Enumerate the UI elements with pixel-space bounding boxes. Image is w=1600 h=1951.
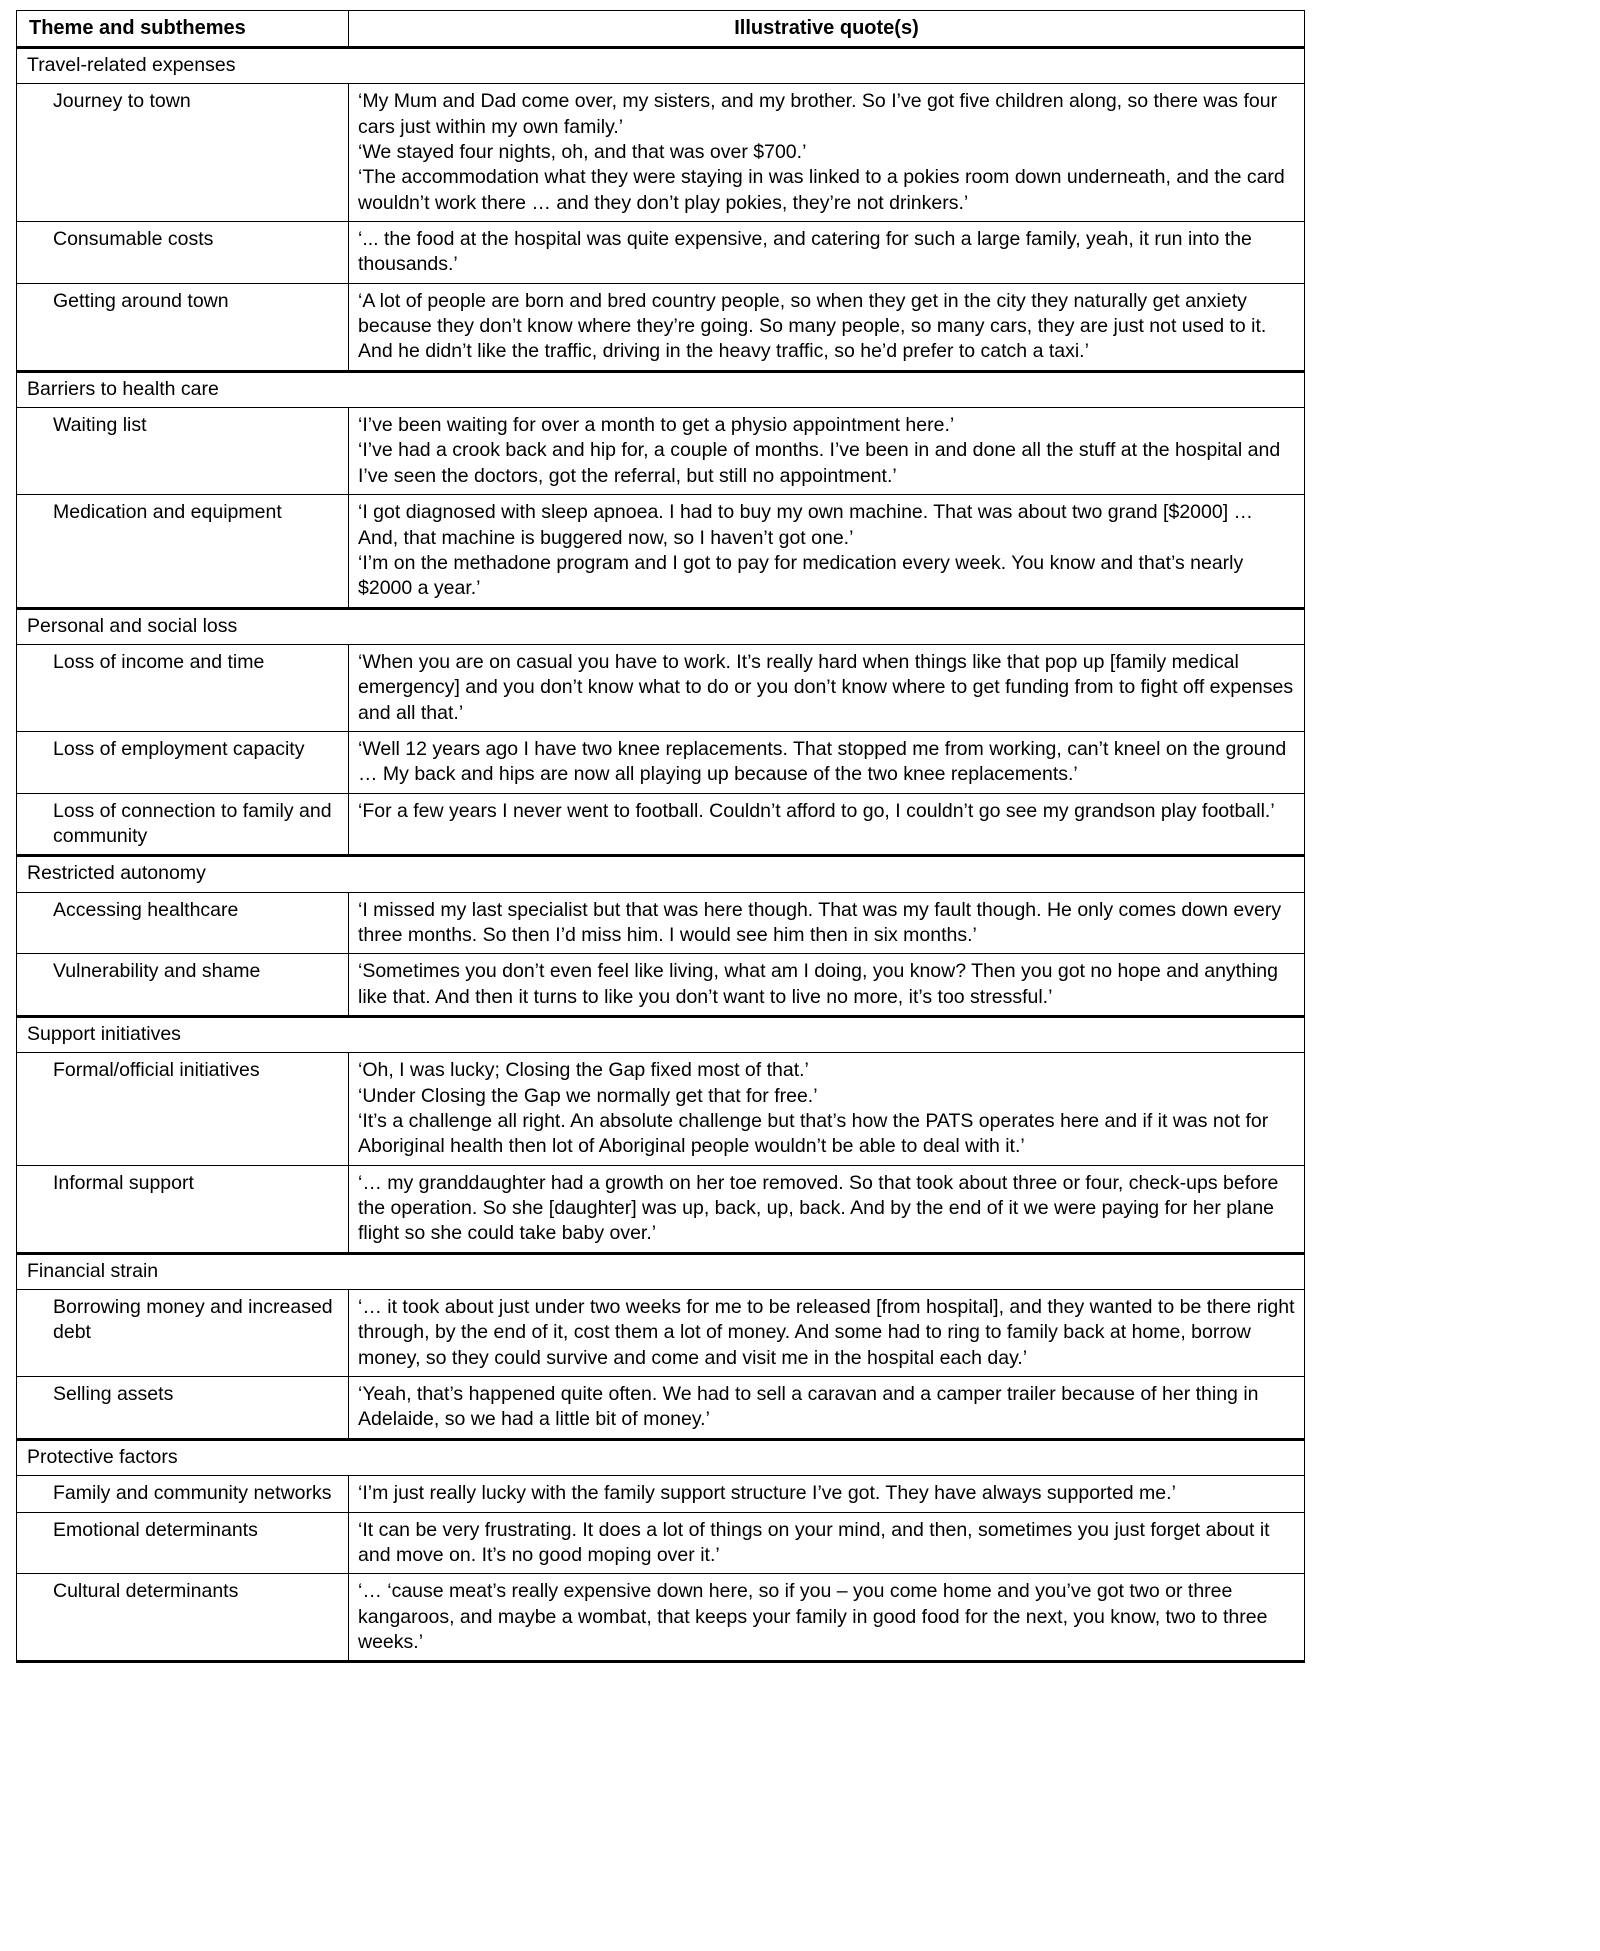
quote-text: ‘… my granddaughter had a growth on her toe removed. So that took about three or four, check-ups before the operation. So she [daughter] was up, back, up, back. And by the end of it we were paying for her plane flight so she could take baby over.’	[358, 1171, 1279, 1245]
quote-cell	[349, 644, 1305, 731]
subtheme-title: Consumable costs	[53, 228, 214, 251]
subtheme-title: Vulnerability and shame	[53, 960, 261, 983]
theme-label	[17, 1253, 349, 1289]
subtheme-row	[17, 731, 1305, 793]
theme-row	[17, 608, 1305, 644]
quote-text: ‘Yeah, that’s happened quite often. We had to sell a caravan and a camper trailer because of her thing in Adelaide, so we had a little bit of money.’	[358, 1383, 1259, 1431]
header-row	[17, 11, 1305, 48]
subtheme-row	[17, 1165, 1305, 1253]
subtheme-label	[17, 1512, 349, 1574]
subtheme-label	[17, 731, 349, 793]
quote-text: ‘I’ve had a crook back and hip for, a couple of months. I’ve been in and done all the stuff at the hospital and I’ve seen the doctors, got the referral, but still no appointment.’	[358, 439, 1281, 487]
theme-row-spacer	[349, 1253, 1305, 1289]
theme-row	[17, 1439, 1305, 1475]
theme-title: Restricted autonomy	[27, 862, 206, 885]
subtheme-label	[17, 1290, 349, 1377]
theme-label	[17, 1439, 349, 1475]
quote-text: ‘My Mum and Dad come over, my sisters, and my brother. So I’ve got five children along, so there was four cars just within my own family.’	[358, 90, 1278, 138]
quote-cell	[349, 793, 1305, 856]
subtheme-title: Loss of connection to family and community	[53, 799, 332, 847]
quote-cell	[349, 495, 1305, 608]
theme-row-spacer	[349, 856, 1305, 892]
quote-cell	[349, 283, 1305, 371]
quote-cell	[349, 892, 1305, 954]
quote-cell	[349, 1165, 1305, 1253]
theme-title: Financial strain	[27, 1259, 159, 1282]
subtheme-label	[17, 1165, 349, 1253]
table-body	[17, 48, 1305, 1662]
theme-row	[17, 371, 1305, 407]
subtheme-title: Journey to town	[53, 90, 191, 113]
quote-cell	[349, 1377, 1305, 1440]
subtheme-label	[17, 1053, 349, 1165]
subtheme-title: Accessing healthcare	[53, 898, 239, 921]
quote-text: ‘I’m just really lucky with the family support structure I’ve got. They have always supported me.’	[358, 1482, 1176, 1505]
theme-row	[17, 1253, 1305, 1289]
subtheme-row	[17, 283, 1305, 371]
subtheme-title: Formal/official initiatives	[53, 1059, 260, 1082]
subtheme-row	[17, 1377, 1305, 1440]
quote-cell	[349, 1290, 1305, 1377]
theme-label	[17, 856, 349, 892]
subtheme-label	[17, 222, 349, 284]
theme-title: Protective factors	[27, 1445, 178, 1468]
quote-cell	[349, 222, 1305, 284]
subtheme-title: Family and community networks	[53, 1482, 332, 1505]
quote-cell	[349, 1476, 1305, 1512]
quote-cell	[349, 84, 1305, 222]
subtheme-label	[17, 283, 349, 371]
subtheme-label	[17, 495, 349, 608]
theme-label	[17, 48, 349, 84]
subtheme-title: Getting around town	[53, 289, 229, 312]
subtheme-title: Selling assets	[53, 1383, 174, 1406]
theme-title: Support initiatives	[27, 1023, 181, 1045]
subtheme-title: Borrowing money and increased debt	[53, 1296, 333, 1344]
theme-row-spacer	[349, 608, 1305, 644]
quote-cell	[349, 408, 1305, 495]
subtheme-row	[17, 1053, 1305, 1165]
theme-row	[17, 1017, 1305, 1053]
column-header-quote: Illustrative quote(s)	[349, 11, 1305, 48]
quote-text: ‘We stayed four nights, oh, and that was over $700.’	[358, 141, 807, 164]
subtheme-title: Cultural determinants	[53, 1580, 239, 1603]
subtheme-label	[17, 793, 349, 856]
subtheme-label	[17, 892, 349, 954]
theme-title: Barriers to health care	[27, 377, 219, 400]
theme-row	[17, 48, 1305, 84]
theme-label	[17, 1017, 349, 1053]
subtheme-row	[17, 84, 1305, 222]
quote-text: ‘I’ve been waiting for over a month to get a physio appointment here.’	[358, 414, 955, 437]
theme-row-spacer	[349, 48, 1305, 84]
table-header	[17, 11, 1305, 48]
subtheme-label	[17, 408, 349, 495]
quote-text: ‘When you are on casual you have to work. It’s really hard when things like that pop up [family medical emergency] and you don’t know what to do or you don’t know where to get funding from to fight off expenses and all that.’	[358, 650, 1294, 724]
quote-text: ‘I’m on the methadone program and I got to pay for medication every week. You know and that’s nearly $2000 a year.’	[358, 551, 1244, 600]
subtheme-title: Loss of employment capacity	[53, 737, 305, 760]
subtheme-title: Emotional determinants	[53, 1518, 258, 1541]
subtheme-row	[17, 495, 1305, 608]
quote-text: ‘For a few years I never went to football. Couldn’t afford to go, I couldn’t go see my grandson play football.’	[358, 799, 1275, 822]
theme-label	[17, 608, 349, 644]
quote-cell	[349, 1053, 1305, 1165]
quote-cell	[349, 1574, 1305, 1662]
themes-quotes-table	[16, 10, 1305, 1663]
quote-text: ‘Oh, I was lucky; Closing the Gap fixed most of that.’	[358, 1059, 809, 1082]
subtheme-row	[17, 1476, 1305, 1512]
theme-row	[17, 856, 1305, 892]
theme-row-spacer	[349, 1439, 1305, 1475]
quote-text: ‘It’s a challenge all right. An absolute challenge but that’s how the PATS operates here and if it was not for Aboriginal health then lot of Aboriginal people wouldn’t be able to deal with it.’	[358, 1110, 1269, 1158]
theme-title: Personal and social loss	[27, 614, 238, 637]
quote-text: ‘The accommodation what they were staying in was linked to a pokies room down underneath, and the card wouldn’t work there … and they don’t play pokies, they’re not drinkers.’	[358, 166, 1285, 214]
subtheme-row	[17, 954, 1305, 1017]
subtheme-row	[17, 408, 1305, 495]
quote-text: ‘... the food at the hospital was quite expensive, and catering for such a large family, yeah, it run into the thousands.’	[358, 228, 1252, 276]
quote-text: ‘… it took about just under two weeks for me to be released [from hospital], and they wanted to be there right through, by the end of it, cost them a lot of money. And some had to ring to family back at home, borrow money, so they could survive and come and visit me in the hospital each day.’	[358, 1296, 1295, 1369]
theme-row-spacer	[349, 1017, 1305, 1053]
quote-text: ‘I got diagnosed with sleep apnoea. I had to buy my own machine. That was about two grand [$2000] … And, that machine is buggered now, so I haven’t got one.’	[358, 501, 1254, 549]
subtheme-row	[17, 222, 1305, 284]
quote-text: ‘Well 12 years ago I have two knee replacements. That stopped me from working, can’t kneel on the ground … My back and hips are now all playing up because of the two knee replacements.’	[358, 737, 1287, 786]
subtheme-title: Medication and equipment	[53, 501, 282, 524]
subtheme-label	[17, 954, 349, 1017]
subtheme-label	[17, 1476, 349, 1512]
quote-text: ‘Sometimes you don’t even feel like living, what am I doing, you know? Then you got no hope and anything like that. And then it turns to like you don’t want to live no more, it’s too stressful.’	[358, 960, 1278, 1008]
theme-title: Travel-related expenses	[27, 54, 236, 76]
quote-cell	[349, 954, 1305, 1017]
column-header-theme: Theme and subthemes	[17, 11, 349, 48]
quote-text: ‘It can be very frustrating. It does a lot of things on your mind, and then, sometimes you just forget about it and move on. It’s no good moping over it.’	[358, 1518, 1270, 1566]
subtheme-title: Informal support	[53, 1171, 194, 1194]
subtheme-label	[17, 644, 349, 731]
theme-label	[17, 371, 349, 407]
quote-cell	[349, 1512, 1305, 1574]
subtheme-title: Loss of income and time	[53, 650, 265, 673]
quote-text: ‘… ‘cause meat’s really expensive down here, so if you – you come home and you’ve got two or three kangaroos, and maybe a wombat, that keeps your family in good food for the next, you know, two to three weeks.’	[358, 1580, 1268, 1653]
subtheme-row	[17, 1574, 1305, 1662]
subtheme-label	[17, 1574, 349, 1662]
subtheme-row	[17, 793, 1305, 856]
theme-row-spacer	[349, 371, 1305, 407]
subtheme-label	[17, 1377, 349, 1440]
quote-text: ‘I missed my last specialist but that was here though. That was my fault though. He only comes down every three months. So then I’d miss him. I would see him then in six months.’	[358, 898, 1282, 946]
subtheme-title: Waiting list	[53, 414, 147, 437]
subtheme-row	[17, 892, 1305, 954]
quote-text: ‘Under Closing the Gap we normally get that for free.’	[358, 1084, 818, 1107]
quote-text: ‘A lot of people are born and bred country people, so when they get in the city they naturally get anxiety because they don’t know where they’re going. So many people, so many cars, they are just not used to it. And he didn’t like the traffic, driving in the heavy traffic, so he’d prefer to catch a taxi.’	[358, 289, 1267, 363]
subtheme-row	[17, 644, 1305, 731]
subtheme-row	[17, 1512, 1305, 1574]
subtheme-row	[17, 1290, 1305, 1377]
quote-cell	[349, 731, 1305, 793]
subtheme-label	[17, 84, 349, 222]
